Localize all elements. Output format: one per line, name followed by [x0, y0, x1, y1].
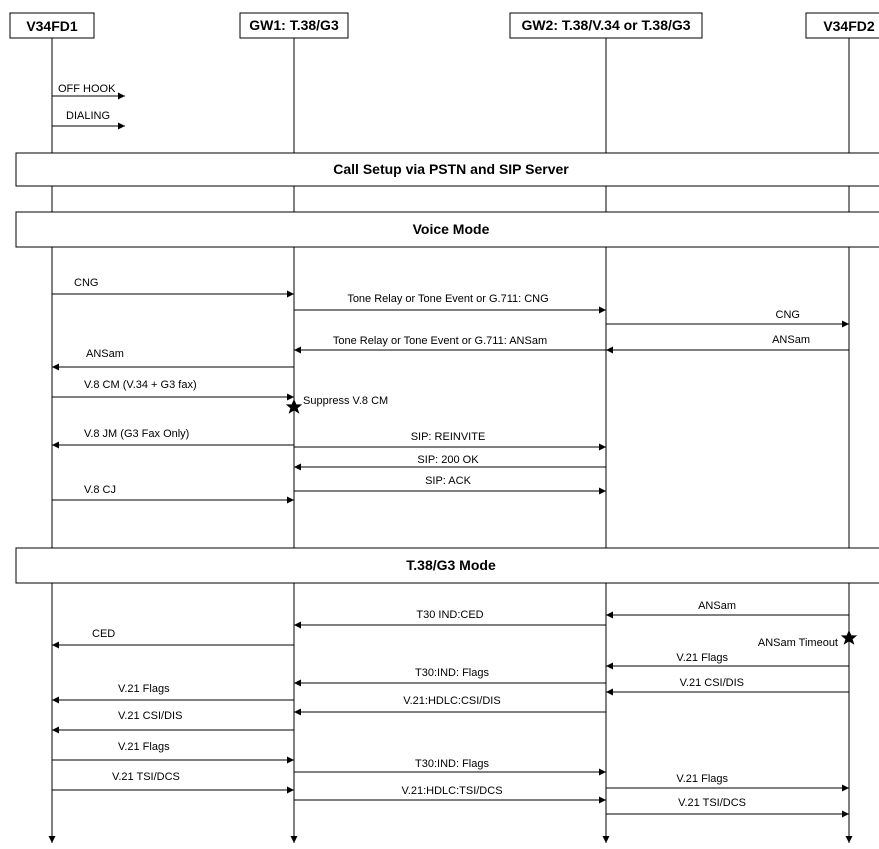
message-label: ANSam	[772, 334, 810, 346]
message-label: V.21 CSI/DIS	[679, 677, 744, 689]
message-label: V.21 TSI/DCS	[678, 797, 746, 809]
message-label: V.8 CM (V.34 + G3 fax)	[84, 379, 197, 391]
note-suppress-v8-cm: Suppress V.8 CM	[303, 395, 389, 407]
participant-label: GW1: T.38/G3	[249, 17, 339, 33]
message-label: CNG	[74, 277, 99, 289]
message-label: CED	[92, 628, 116, 640]
message-label: ANSam	[698, 600, 736, 612]
message-label: DIALING	[66, 110, 111, 122]
message-label: V.21 Flags	[118, 683, 170, 695]
message-label: SIP: REINVITE	[410, 431, 486, 443]
message-label: Tone Relay or Tone Event or G.711: ANSam	[332, 335, 548, 347]
participant-gw2	[510, 13, 702, 38]
message-label: V.21 Flags	[676, 773, 728, 785]
message-label: V.21 CSI/DIS	[118, 710, 183, 722]
participant-label: GW2: T.38/V.34 or T.38/G3	[521, 17, 691, 33]
band-label: Voice Mode	[412, 221, 490, 237]
band-label: Call Setup via PSTN and SIP Server	[333, 161, 569, 177]
message-label: V.21:HDLC:CSI/DIS	[403, 695, 501, 707]
message-label: V.8 CJ	[84, 484, 117, 496]
message-label: V.8 JM (G3 Fax Only)	[84, 428, 190, 440]
band-label: T.38/G3 Mode	[406, 557, 496, 573]
message-label: CNG	[775, 309, 800, 321]
participant-label: V34FD1	[26, 18, 78, 34]
message-label: T30 IND:CED	[416, 609, 484, 621]
participant-gw1	[240, 13, 348, 38]
note-ansam-timeout: ANSam Timeout	[757, 637, 838, 649]
participant-v34fd1	[10, 13, 94, 38]
message-label: T30:IND: Flags	[415, 758, 489, 770]
message-label: V.21 Flags	[118, 741, 170, 753]
message-label: V.21 Flags	[676, 652, 728, 664]
message-label: Tone Relay or Tone Event or G.711: CNG	[347, 293, 549, 305]
message-label: SIP: 200 OK	[417, 454, 479, 466]
message-label: SIP: ACK	[425, 475, 471, 487]
message-label: ANSam	[86, 348, 124, 360]
message-label: V.21:HDLC:TSI/DCS	[401, 785, 503, 797]
band-voice-mode	[16, 212, 879, 247]
participant-v34fd2	[806, 13, 879, 38]
message-label: OFF HOOK	[58, 83, 116, 95]
message-label: V.21 TSI/DCS	[112, 771, 180, 783]
band-t38-mode	[16, 548, 879, 583]
band-call-setup	[16, 153, 879, 186]
message-label: T30:IND: Flags	[415, 667, 489, 679]
participant-label: V34FD2	[823, 18, 875, 34]
